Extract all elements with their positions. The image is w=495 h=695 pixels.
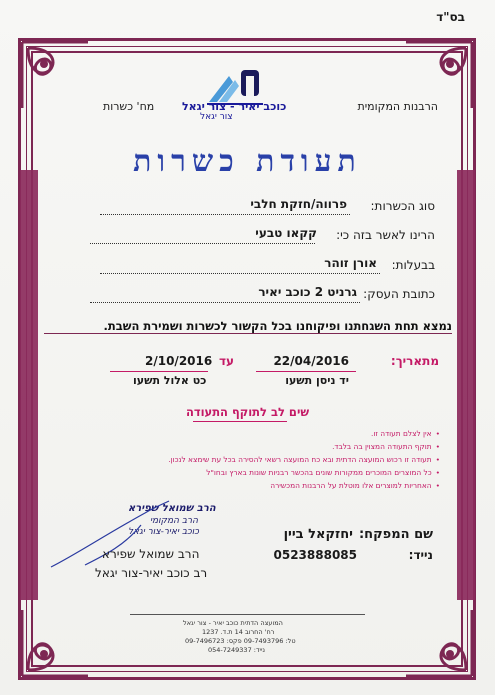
product-value: קקאו טבעי [255, 226, 317, 240]
notice-title: שים לב לתוקף התעודה [185, 405, 310, 419]
stamp-line-2: הרב המקומי [150, 516, 198, 526]
left-ornament-band [20, 170, 38, 600]
date-underline [110, 371, 208, 372]
footer-line-3: טל: 09-7493796 פקס: 09-7496723 [185, 637, 296, 645]
from-date: 22/04/2016 [273, 354, 349, 368]
bsd-mark: בס"ד [436, 10, 465, 24]
address-label: כתובת העסק: [363, 287, 435, 301]
kashrut-type-value: פרווה/חזקת חלבי [250, 197, 347, 211]
notice-item: • תעודה זו רכוש המועצה הדתית ובא כח המועצה רשאי להסירה בכל עת שימצא לנכון. [40, 453, 440, 466]
right-ornament-band [457, 170, 475, 600]
to-hebrew-date: כט אלול תשעו [133, 374, 207, 387]
supervisor-name: יחזקאל ביין [283, 527, 353, 542]
footer-divider [130, 614, 365, 615]
footer-line-2: רח' החרוב 14 ת.ד. 1237 [202, 628, 275, 636]
field-line [100, 214, 350, 215]
owner-label: בבעלות: [391, 258, 435, 272]
to-date-label: עד [219, 354, 235, 368]
rabbi-name: הרב שמואל שפירא [102, 547, 200, 561]
corner-ornament-icon [404, 608, 474, 678]
supervisor-phone: 0523888085 [273, 548, 357, 562]
address-value: גרניט 2 כוכב יאיר [258, 285, 357, 299]
field-line [90, 243, 315, 244]
field-line [90, 302, 360, 303]
owner-value: אורן זוהר [324, 256, 377, 270]
corner-ornament-icon [20, 40, 90, 110]
date-underline [256, 371, 356, 372]
corner-ornament-icon [20, 608, 90, 678]
footer-line-1: המועצה הדתית כוכב יאיר - צור יגאל [183, 619, 283, 627]
from-date-label: מתאריך: [390, 354, 439, 368]
rabbi-title: רב כוכב יאיר-צור יגאל [95, 566, 208, 580]
logo-name: כוכב יאיר - צור יגאל [182, 100, 287, 113]
kashrut-department: מח' כשרות [103, 100, 155, 113]
supervision-statement: נמצא תחת השגחתנו ופיקוחנו בכל הקשור לכשרות ושמירת השבת. [44, 319, 452, 334]
footer-line-4: נייד: 054-7249337 [208, 646, 266, 654]
certificate-title: תעודת כשרות [133, 144, 362, 179]
stamp-line-3: כוכב יאיר-צור יגאל [128, 527, 199, 537]
notice-item: • כל המוצרים המוכרים ממקורות שונים בהכשר רבניות שונות בארץ ובחו"ל [40, 466, 440, 479]
field-line [100, 273, 380, 274]
certify-label: הרינו לאשר בזה כי: [336, 228, 435, 242]
kashrut-type-label: סוג הכשרות: [370, 199, 435, 213]
notice-item: • אין לצלם תעודה זו. [40, 427, 440, 440]
stamp-line-1: הרב שמואל שפירא [128, 503, 216, 514]
notice-underline [193, 421, 287, 422]
logo-subtitle: צור יגאל [200, 112, 233, 122]
signature-icon [45, 495, 175, 575]
notice-list [40, 427, 440, 492]
local-rabbinate: הרבנות המקומית [357, 100, 438, 113]
to-date: 2/10/2016 [145, 354, 213, 368]
from-hebrew-date: יד ניסן תשעו [285, 374, 349, 387]
notice-item [40, 479, 440, 492]
supervisor-label: שם המפקח: [358, 527, 433, 542]
supervisor-phone-label: נייד: [408, 548, 433, 562]
notice-item: • תוקף התעודה המצוין בה בלבד. [40, 440, 440, 453]
notice-item-text: האחריות למוצרים אלו מוטלת על הרבנות המכשירה [270, 481, 432, 490]
